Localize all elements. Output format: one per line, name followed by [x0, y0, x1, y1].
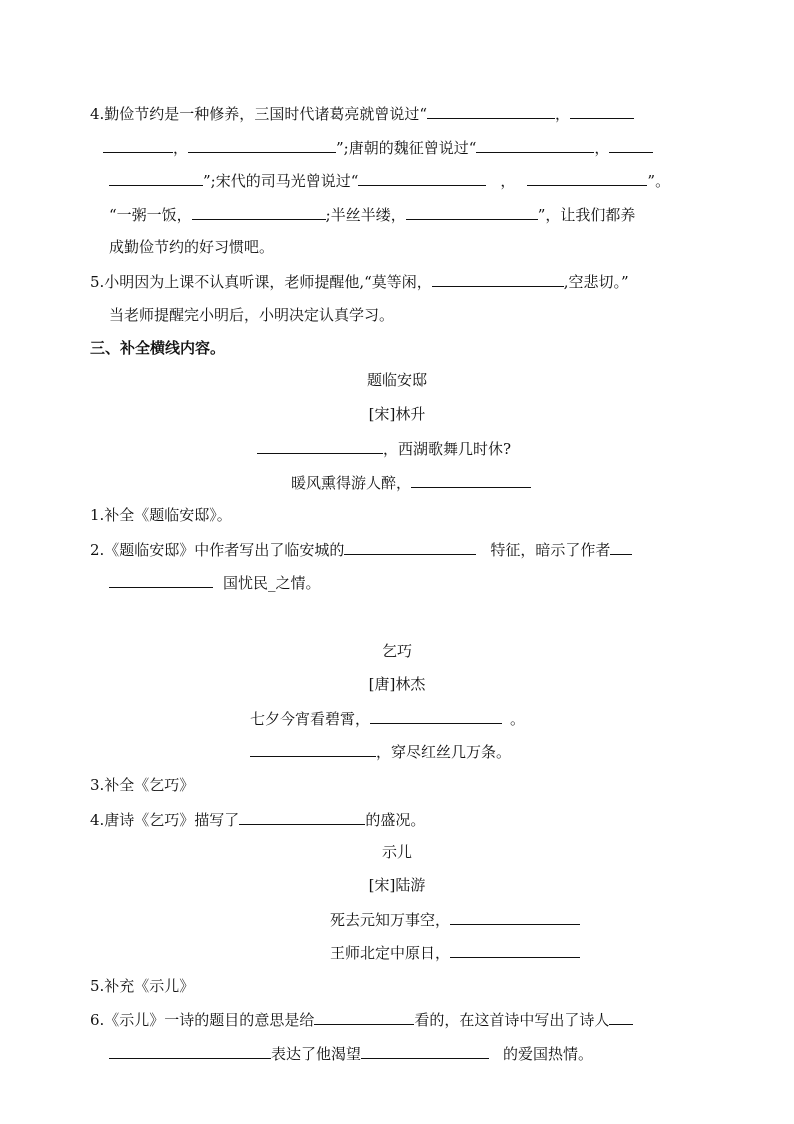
p1-q2-text: 国忧民_之情。 — [223, 574, 321, 592]
poem-1-line-2 — [291, 472, 531, 493]
q4-text: ”;宋代的司马光曾说过“ — [203, 172, 359, 190]
poem-2-author: [唐]林杰 — [368, 675, 426, 693]
poem-2-blank-1[interactable] — [370, 708, 502, 724]
q4-text: 4.勤俭节约是一种修养，三国时代诸葛亮就曾说过“ — [90, 105, 427, 123]
poem-1-text: ，西湖歌舞几时休? — [383, 440, 512, 458]
poem-3-blank-2[interactable] — [450, 942, 580, 958]
p2-q4-blank[interactable] — [239, 809, 365, 825]
q4-blank-4[interactable] — [476, 137, 594, 153]
q4-line-3 — [109, 170, 670, 191]
p1-q2-blank-2b[interactable] — [109, 572, 213, 588]
q4-comma: ， — [554, 105, 570, 123]
poem-1-line-1 — [257, 438, 511, 459]
poem-3-line-1 — [330, 909, 580, 930]
p3-q6-text: 6.《示儿》一诗的题目的意思是给 — [90, 1011, 315, 1029]
p3-q6-blank-2[interactable] — [609, 1009, 633, 1025]
p1-q2-text: 2.《题临安邸》中作者写出了临安城的 — [90, 541, 345, 559]
p3-q6-text: 的爱国热情。 — [503, 1045, 594, 1063]
q5-text: 5.小明因为上课不认真听课，老师提醒他,“莫等闲， — [90, 273, 432, 291]
p2-q4-text: 的盛况。 — [365, 811, 426, 829]
q4-blank-8[interactable] — [192, 204, 326, 220]
p3-q6-text: 表达了他渴望 — [271, 1045, 362, 1063]
poem-1-blank-2[interactable] — [411, 472, 531, 488]
p1-q2-blank-1[interactable] — [344, 539, 476, 555]
q5-text: ,空悲切。” — [563, 273, 629, 291]
poem-2-blank-2[interactable] — [250, 741, 376, 757]
q4-blank-6[interactable] — [358, 170, 486, 186]
poem-3-title: 示儿 — [381, 843, 412, 861]
q4-blank-3[interactable] — [188, 137, 336, 153]
q4-blank-7[interactable] — [527, 170, 647, 186]
q4-line-5 — [109, 237, 274, 257]
q4-blank-9[interactable] — [406, 204, 538, 220]
p3-q6-blank-3[interactable] — [361, 1043, 489, 1059]
p3-q6-blank-1[interactable] — [314, 1009, 414, 1025]
p2-q4 — [90, 809, 425, 830]
q4-text: ;半丝半缕， — [325, 206, 406, 224]
p3-q6-line-2 — [109, 1043, 593, 1064]
q4-comma: ， — [594, 139, 610, 157]
p1-q2-text: 特征，暗示了作者 — [490, 541, 611, 559]
q4-comma: ， — [173, 139, 189, 157]
poem-2-title: 乞巧 — [381, 642, 412, 660]
q5-line-2 — [109, 305, 394, 325]
poem-3-text: 死去元知万事空， — [330, 911, 451, 929]
p1-q2-line-2 — [109, 572, 321, 593]
poem-3-blank-1[interactable] — [450, 909, 580, 925]
poem-2-line-2 — [250, 741, 511, 762]
poem-2-text: ，穿尽红丝几万条。 — [376, 743, 512, 761]
poem-2-line-1 — [250, 708, 525, 729]
poem-2-text: 。 — [510, 710, 526, 728]
poem-1-blank-1[interactable] — [257, 438, 383, 454]
poem-3-author: [宋]陆游 — [368, 876, 426, 894]
p2-q3: 3.补全《乞巧》 — [90, 776, 195, 794]
section-3-heading: 三、补全横线内容。 — [90, 339, 226, 357]
poem-1-author: [宋]林升 — [368, 405, 426, 423]
q4-blank-5b[interactable] — [109, 170, 203, 186]
p2-q4-text: 4.唐诗《乞巧》描写了 — [90, 811, 240, 829]
q5-blank-1[interactable] — [432, 271, 564, 287]
p1-q1: 1.补全《题临安邸》。 — [90, 506, 232, 524]
q5-line-1 — [90, 271, 629, 292]
p3-q6-blank-2b[interactable] — [109, 1043, 271, 1059]
poem-2-text: 七夕今宵看碧霄， — [250, 710, 371, 728]
poem-1-title: 题临安邸 — [366, 371, 427, 389]
q5-text: 当老师提醒完小明后，小明决定认真学习。 — [109, 306, 395, 324]
q4-line-2 — [103, 137, 653, 158]
p1-q2-line-1 — [90, 539, 632, 560]
p3-q6-line-1 — [90, 1009, 633, 1030]
q4-blank-2b[interactable] — [103, 137, 173, 153]
q4-text: 成勤俭节约的好习惯吧。 — [109, 238, 275, 256]
q4-text: “一粥一饭， — [109, 206, 192, 224]
q4-comma: ， — [500, 172, 516, 190]
q4-blank-1[interactable] — [427, 103, 555, 119]
poem-1-text: 暖风熏得游人醉， — [291, 474, 412, 492]
q4-text: ”，让我们都养 — [537, 206, 636, 224]
q4-line-4 — [109, 204, 635, 225]
p1-q2-blank-2[interactable] — [610, 539, 632, 555]
q4-text: ”;唐朝的魏征曾说过“ — [336, 139, 477, 157]
poem-3-text: 王师北定中原日， — [330, 944, 451, 962]
q4-text: ”。 — [647, 172, 671, 190]
q4-line-1 — [90, 103, 634, 124]
p3-q5: 5.补充《示儿》 — [90, 977, 195, 995]
p3-q6-text: 看的，在这首诗中写出了诗人 — [414, 1011, 610, 1029]
poem-3-line-2 — [330, 942, 580, 963]
q4-blank-5[interactable] — [609, 137, 653, 153]
q4-blank-2[interactable] — [570, 103, 634, 119]
